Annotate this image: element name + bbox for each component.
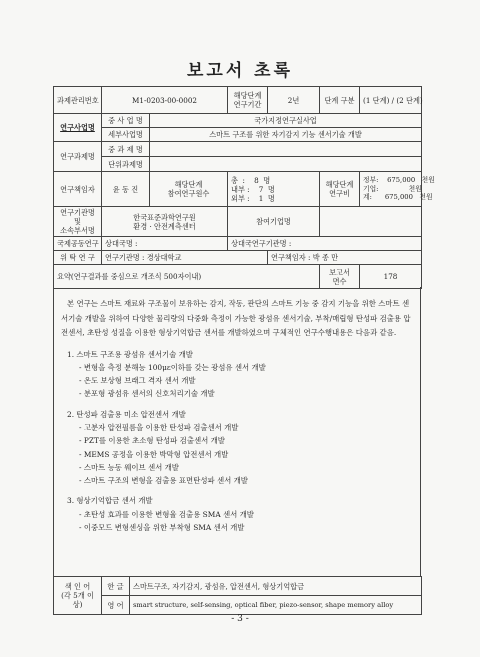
- report-title: 보고서 초록: [186, 61, 294, 81]
- section-item: - 고분자 압전필름을 이용한 탄성파 검출센서 개발: [79, 422, 239, 432]
- org-label: 연구기관명 및 소속부서명: [54, 207, 102, 237]
- section-item: - 스마트 능동 웨이브 센서 개발: [79, 462, 179, 472]
- org-value: 한국표준과학연구원 환경 · 안전계측센터: [102, 207, 228, 237]
- consign-label: 위 탁 연 구: [54, 251, 102, 265]
- partner-value: [320, 207, 422, 237]
- count-label: 해당단계 참여연구원수: [150, 172, 228, 207]
- lead-name: 윤 동 진: [102, 172, 150, 207]
- abstract-body: [53, 287, 421, 577]
- section-heading: 1. 스마트 구조용 광섬유 센서기술 개발: [67, 349, 193, 359]
- period-value: 2년: [268, 87, 320, 114]
- section-item: - 이중모드 변형센싱을 위한 부착형 SMA 센서 개발: [79, 523, 245, 533]
- project-group-label: 연구사업명: [54, 114, 102, 142]
- abstract-intro: 본 연구는 스마트 재료와 구조물이 보유하는 감지, 작동, 판단의 스마트 기능 중 감지 기능을 위한 스마트 센서기술 개발을 위하여 다양한 물리량의 다중화 측정이 가능한 광섬유 센서기술, 부착/매립형 탄성파 검출용 압전센서, 초탄성 성질을 이용한 형상기억합금 센서를 개발하였으며 구체적인 연구수행내용은 다음과 같음.: [61, 299, 411, 337]
- abstract-section-3: [61, 494, 413, 534]
- project-mid-label: 중 사 업 명: [102, 114, 150, 128]
- consign-org: 연구기관명 : 경상대학교: [102, 251, 268, 265]
- section-item: - PZT를 이용한 초소형 탄성파 검출센서 개발: [79, 436, 225, 446]
- section-item: - 초탄성 효과를 이용한 변형율 검출용 SMA 센서 개발: [79, 509, 254, 519]
- period-label: 해당단계 연구기간: [228, 87, 268, 114]
- budget-label: 해당단계 연구비: [320, 172, 360, 207]
- intl-org: 상대국연구기관명 :: [228, 237, 422, 251]
- mgmt-label: 과제관리번호: [54, 87, 102, 114]
- count-total: 총 : 8 명: [231, 175, 271, 185]
- section-heading: 2. 탄성파 검출용 미소 압전센서 개발: [67, 409, 186, 419]
- keywords-table: [53, 576, 422, 615]
- page-number: - 3 -: [231, 614, 249, 624]
- keywords-ko-value: 스마트구조, 자기감지, 광섬유, 압전센서, 형상기억합금: [130, 577, 422, 596]
- budget-total: 계: 675,000 천원: [363, 193, 433, 202]
- keywords-ko-label: 한 글: [102, 577, 130, 596]
- abstract-section-2: [61, 408, 413, 488]
- project-detail-value: 스마트 구조를 위한 자기감지 기능 센서기술 개발: [150, 128, 422, 142]
- intl-label: 국제공동연구: [54, 237, 102, 251]
- project-mid-value: 국가지정연구실사업: [150, 114, 422, 128]
- section-item: - 분포형 광섬유 센서의 신호처리기술 개발: [79, 389, 215, 399]
- lead-label: 연구책임자: [54, 172, 102, 207]
- summary-label: 요약(연구결과를 중심으로 개조식 500자이내): [54, 265, 320, 289]
- keywords-en-label: 영 어: [102, 596, 130, 615]
- section-item: - 온도 보상형 브래그 격자 센서 개발: [79, 376, 196, 386]
- consign-lead: 연구책임자 : 박 종 만: [268, 251, 422, 265]
- budget-gov: 정부: 675,000 천원: [363, 176, 435, 185]
- budget-values: [360, 172, 435, 207]
- keywords-label: 색 인 어 (각 5개 이상): [54, 577, 102, 615]
- task-unit-value: [150, 157, 422, 172]
- task-mid-label: 중 과 제 명: [102, 142, 150, 157]
- project-detail-label: 세부사업명: [102, 128, 150, 142]
- section-item: - 변형을 측정 분해능 100με이하를 갖는 광섬유 센서 개발: [79, 362, 266, 372]
- keywords-en-value: smart structure, self-sensing, optical fiber, piezo-sensor, shape memory alloy: [130, 596, 422, 615]
- count-values: [228, 172, 320, 207]
- task-mid-value: [150, 142, 422, 157]
- section-heading: 3. 형상기억합금 센서 개발: [67, 496, 153, 506]
- pages-label: 보고서 면수: [320, 265, 360, 289]
- abstract-section-1: [61, 348, 413, 401]
- budget-corp: 기업: 천원: [363, 184, 422, 193]
- count-external: 외부 : 1 명: [231, 193, 275, 203]
- info-table: [53, 86, 435, 289]
- section-item: - MEMS 공정을 이용한 박막형 압전센서 개발: [79, 449, 229, 459]
- task-unit-label: 단위과제명: [102, 157, 150, 172]
- section-item: - 스마트 구조의 변형을 검출용 표면탄성파 센서 개발: [79, 476, 248, 486]
- task-group-label: 연구과제명: [54, 142, 102, 172]
- stage-label: 단계 구분: [320, 87, 360, 114]
- partner-label: 참여기업명: [228, 207, 320, 237]
- count-internal: 내부 : 7 명: [231, 184, 275, 194]
- mgmt-value: M1-0203-00-0002: [102, 87, 228, 114]
- stage-value: (1 단계) / (2 단계): [360, 87, 422, 114]
- intl-country: 상대국명 :: [102, 237, 228, 251]
- pages-value: 178: [360, 265, 422, 289]
